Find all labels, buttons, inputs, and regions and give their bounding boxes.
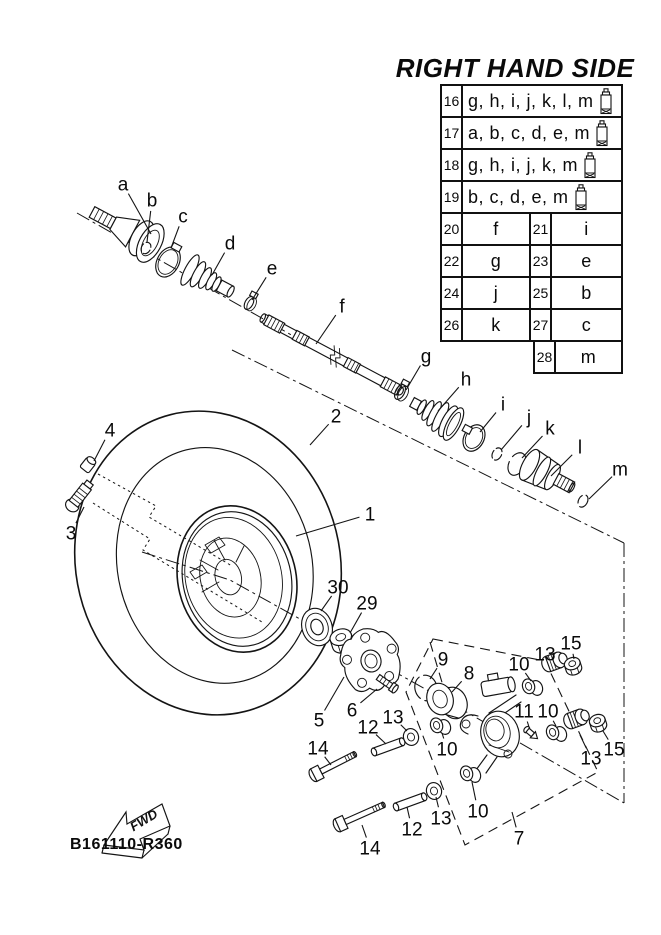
wheel-rim	[162, 493, 312, 665]
grease-tube-icon	[574, 184, 588, 211]
callout-label-10: 10	[467, 801, 489, 823]
row-number: 23	[531, 246, 552, 276]
callout-label-12: 12	[401, 819, 423, 841]
grease-tube-icon	[583, 152, 597, 179]
callout-leader-12	[407, 807, 410, 818]
callout-label-29: 29	[356, 593, 378, 615]
row-part: e	[581, 250, 592, 271]
valve-stem	[63, 478, 96, 514]
row-parts-list: b, c, d, e, m	[463, 182, 621, 212]
callout-label-f: f	[339, 296, 345, 318]
grease-fitting	[522, 725, 540, 742]
callout-label-e: e	[266, 258, 278, 280]
row-number: 18	[442, 150, 463, 180]
collar-13	[562, 707, 592, 731]
bushing-10	[429, 714, 453, 738]
callout-label-15: 15	[560, 633, 582, 655]
callout-label-2: 2	[330, 406, 342, 428]
callout-label-13: 13	[580, 748, 602, 770]
sleeve-12	[370, 737, 406, 756]
callout-leader-13	[580, 735, 586, 748]
bolt-14	[331, 798, 387, 833]
table-row-18	[440, 148, 623, 182]
callout-label-10: 10	[508, 654, 530, 676]
callout-label-11: 11	[514, 701, 534, 723]
table-row-16	[440, 84, 623, 118]
cv-boot-inner	[404, 386, 468, 443]
callout-label-j: j	[526, 407, 532, 429]
callout-label-13: 13	[382, 707, 404, 729]
valve-reference-lines	[93, 474, 262, 622]
table-row-24-25	[440, 276, 623, 310]
callout-leader-9	[430, 668, 437, 679]
callout-label-13: 13	[430, 808, 452, 830]
row-part: j	[463, 278, 531, 308]
row-number: 17	[442, 118, 463, 148]
callout-label-10: 10	[537, 701, 559, 723]
drive-shaft	[257, 309, 407, 400]
callout-label-13: 13	[534, 644, 556, 666]
callout-label-m: m	[612, 459, 628, 481]
callout-label-5: 5	[313, 710, 325, 732]
bushing-10	[521, 675, 545, 699]
grease-application-table	[440, 84, 623, 374]
callout-leader-f	[316, 315, 336, 344]
tire	[43, 383, 373, 744]
callout-leader-10	[472, 782, 476, 800]
callout-label-k: k	[545, 418, 555, 440]
callout-label-30: 30	[327, 577, 349, 599]
row-number: 16	[442, 86, 463, 116]
circlip-m	[576, 493, 590, 509]
callout-leader-4	[94, 440, 105, 461]
drawing-code: B161110-R360	[70, 836, 183, 853]
callout-label-d: d	[224, 233, 236, 255]
boot-band-small-e	[242, 291, 261, 313]
row-number: 21	[531, 214, 552, 244]
callout-leader-1	[296, 517, 359, 536]
callout-label-c: c	[178, 206, 188, 228]
callout-leader-15	[603, 731, 608, 740]
row-number: 22	[442, 246, 463, 276]
callout-label-15: 15	[603, 739, 625, 761]
callout-label-3: 3	[65, 523, 77, 545]
row-part: i	[584, 218, 589, 239]
callout-leader-m	[589, 477, 612, 499]
row-part: g	[463, 246, 531, 276]
callout-label-a: a	[117, 174, 129, 196]
table-row-19	[440, 180, 623, 214]
cv-boot-outer	[178, 253, 241, 308]
row-parts-list: g, h, i, j, k, m	[463, 150, 621, 180]
callout-leader-2	[310, 424, 329, 445]
table-row-28	[533, 340, 623, 374]
callout-label-b: b	[146, 190, 158, 212]
callout-leader-e	[252, 277, 266, 300]
callout-leader-14	[362, 825, 366, 838]
callout-label-g: g	[420, 346, 432, 368]
row-part: f	[463, 214, 531, 244]
callout-label-l: l	[577, 437, 583, 459]
row-part: m	[580, 346, 597, 367]
callout-leader-5	[325, 677, 344, 710]
grease-tube-icon	[599, 88, 613, 115]
row-part: c	[581, 314, 592, 335]
row-number: 24	[442, 278, 463, 308]
callout-label-h: h	[460, 369, 472, 391]
row-number: 25	[531, 278, 552, 308]
row-number: 28	[535, 342, 556, 372]
row-number: 19	[442, 182, 463, 212]
grease-tube-icon	[595, 120, 609, 147]
callout-label-i: i	[500, 394, 506, 416]
callout-leader-7	[512, 812, 516, 827]
callout-label-14: 14	[359, 838, 381, 860]
nut-15	[588, 712, 609, 734]
callout-leader-g	[406, 365, 420, 390]
callout-label-4: 4	[104, 420, 116, 442]
table-row-22-23	[440, 244, 623, 278]
callout-label-14: 14	[307, 738, 329, 760]
row-number: 20	[442, 214, 463, 244]
fwd-label: FWD	[127, 806, 161, 835]
callout-label-1: 1	[364, 504, 376, 526]
table-row-20-21	[440, 212, 623, 246]
callout-label-8: 8	[463, 663, 475, 685]
row-number: 27	[531, 310, 552, 340]
table-row-17	[440, 116, 623, 150]
row-part: b	[581, 282, 592, 303]
callout-leader-i	[480, 413, 496, 433]
callout-label-10: 10	[436, 739, 458, 761]
row-number: 26	[442, 310, 463, 340]
table-row-26-27	[440, 308, 623, 342]
sleeve-12	[392, 792, 428, 811]
page-title: RIGHT HAND SIDE	[395, 53, 635, 83]
callout-leader-j	[501, 425, 522, 450]
callout-leader-l	[551, 455, 572, 476]
row-parts-list: a, b, c, d, e, m	[463, 118, 621, 148]
row-parts-list: g, h, i, j, k, l, m	[463, 86, 621, 116]
callout-leader-d	[212, 253, 225, 275]
valve-cap	[80, 455, 98, 474]
callout-label-7: 7	[513, 828, 525, 850]
row-part: k	[463, 310, 531, 340]
callout-label-12: 12	[357, 717, 379, 739]
callout-label-6: 6	[346, 700, 358, 722]
callout-label-9: 9	[437, 649, 449, 671]
